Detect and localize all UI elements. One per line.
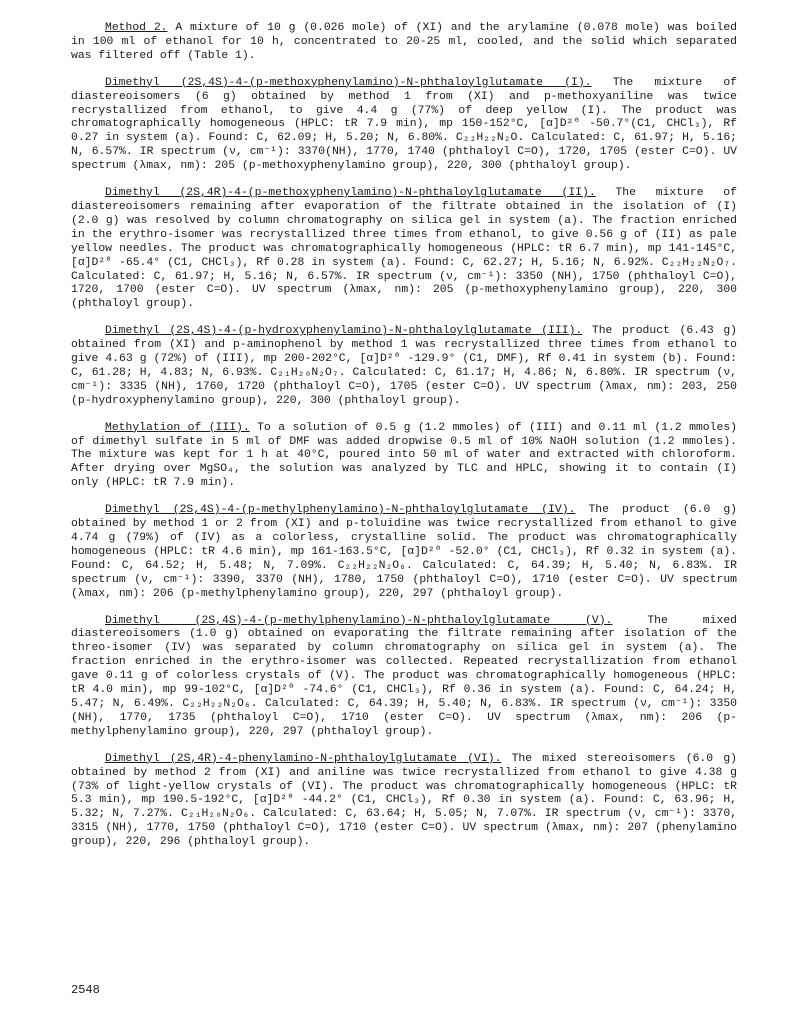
paragraph-body: A mixture of 10 g (0.026 mole) of (XI) and the arylamine (0.078 mole) was boiled in 100 ml of ethanol for 10 h, concentrated to 20-25 ml, cooled, and the solid which separated was filtered off (Table 1). <box>71 22 737 62</box>
paragraph-compound-III <box>71 325 737 408</box>
paragraph-body: The product (6.0 g) obtained by method 1 or 2 from (XI) and p-toluidine was twice recrystallized from ethanol to give 4.74 g (79%) of (IV) as a colorless, crystalline solid. The product was chromatographically homogeneous (HPLC: tR 4.6 min), mp 161-163.5°C, [α]D²⁰ -52.0° (C1, CHCl₃), Rf 0.32 in system (a). Found: C, 64.52; H, 5.48; N, 7.09%. C₂₂H₂₂N₂O₆. Calculated: C, 64.39; H, 5.40; N, 6.83%. IR spectrum (ν, cm⁻¹): 3390, 3370 (NH), 1780, 1750 (phthaloyl C=O), 1710 (ester C=O). UV spectrum (λmax, nm): 206 (p-methylphenylamino group), 220, 297 (phthaloyl group). <box>71 504 737 600</box>
paragraph-heading: Dimethyl (2S,4R)-4-phenylamino-N-phthaloylglutamate (VI). <box>105 752 502 765</box>
page-number: 2548 <box>71 983 100 997</box>
paragraph-compound-IV <box>71 504 737 601</box>
paragraph-method-2 <box>71 22 737 64</box>
paragraph-heading: Methylation of (III). <box>105 421 250 434</box>
paragraph-heading: Dimethyl (2S,4S)-4-(p-hydroxyphenylamino)-N-phthaloylglutamate (III). <box>105 325 583 338</box>
paragraph-body: The mixed stereoisomers (6.0 g) obtained by method 2 from (XI) and aniline was twice recrystallized from ethanol to give 4.38 g (73% of light-yellow crystals of (VI). The product was chromatographically homogeneous (HPLC: tR 5.3 min), mp 190.5-192°C, [α]D²⁰ -44.2° (C1, CHCl₃), Rf 0.30 in system (a). Found: C, 63.96; H, 5.32; N, 7.27%. C₂₁H₂₀N₂O₆. Calculated: C, 63.64; H, 5.05; N, 7.07%. IR spectrum (ν, cm⁻¹): 3370, 3315 (NH), 1770, 1750 (phthaloyl C=O), 1710 (ester C=O). UV spectrum (λmax, nm): 207 (phenylamino group), 220, 296 (phthaloyl group). <box>71 752 737 849</box>
paragraph-compound-II <box>71 187 737 312</box>
paragraph-compound-I <box>71 77 737 174</box>
paragraph-body: To a solution of 0.5 g (1.2 mmoles) of (III) and 0.11 ml (1.2 mmoles) of dimethyl sulfate in 5 ml of DMF was added dropwise 0.5 ml of 10% NaOH solution (1.2 mmoles). The mixture was kept for 1 h at 40°C, poured into 50 ml of water and extracted with chloroform. After drying over MgSO₄, the solution was analyzed by TLC and HPLC, showing it to contain (I) only (HPLC: tR 7.9 min). <box>71 421 737 490</box>
paragraph-heading: Dimethyl (2S,4S)-4-(p-methoxyphenylamino)-N-phthaloylglutamate (I). <box>105 76 592 89</box>
paragraph-heading: Dimethyl (2S,4R)-4-(p-methoxyphenylamino)-N-phthaloylglutamate (II). <box>105 187 596 200</box>
document-page <box>71 22 737 863</box>
paragraph-compound-VI <box>71 753 737 850</box>
paragraph-heading: Dimethyl (2S,4S)-4-(p-methylphenylamino)-N-phthaloylglutamate (V). <box>105 614 613 627</box>
paragraph-body: The mixed diastereoisomers (1.0 g) obtained on evaporating the filtrate remaining after isolation of the threo-isomer (IV) was separated by column chromatography on silica gel in system (a). The fraction enriched in the erythro-isomer was collected. Repeated recrystallization from ethanol gave 0.11 g of colorless crystals of (V). The product was chromatographically homogeneous (HPLC: tR 4.0 min), mp 99-102°C, [α]D²⁰ -74.6° (C1, CHCl₃), Rf 0.36 in system (a). Found: C, 64.24; H, 5.47; N, 6.49%. C₂₂H₂₂N₂O₆. Calculated: C, 64.39; H, 5.40; N, 6.83%. IR spectrum (ν, cm⁻¹): 3350 (NH), 1770, 1735 (phthaloyl C=O), 1710 (ester C=O). UV spectrum (λmax, nm): 206 (p-methylphenylamino group), 220, 297 (phthaloyl group). <box>71 614 737 738</box>
paragraph-heading: Dimethyl (2S,4S)-4-(p-methylphenylamino)-N-phthaloylglutamate (IV). <box>105 504 576 517</box>
paragraph-body: The product (6.43 g) obtained from (XI) and p-aminophenol by method 1 was recrystallized three times from ethanol to give 4.63 g (72%) of (III), mp 200-202°C, [α]D²⁰ -129.9° (C1, DMF), Rf 0.41 in system (b). Found: C, 61.28; H, 4.83; N, 6.93%. C₂₁H₂₀N₂O₇. Calculated: C, 61.17; H, 4.86; N, 6.80%. IR spectrum (ν, cm⁻¹): 3335 (NH), 1760, 1720 (phthaloyl C=O), 1705 (ester C=O). UV spectrum (λmax, nm): 203, 250 (p-hydroxyphenylamino group), 220, 300 (phthaloyl group). <box>71 325 737 407</box>
paragraph-compound-V <box>71 615 737 740</box>
paragraph-body: The mixture of diastereoisomers (6 g) obtained by method 1 from (XI) and p-methoxyaniline was twice recrystallized from ethanol, to give 4.4 g (77%) of deep yellow (I). The product was chromatographically homogeneous (HPLC: tR 7.9 min), mp 150-152°C, [α]D²⁰ -50.7°(C1, CHCl₃), Rf 0.27 in system (a). Found: C, 62.09; H, 5.20; N, 6.80%. C₂₂H₂₂N₂O. Calculated: C, 61.97; H, 5.16; N, 6.57%. IR spectrum (ν, cm⁻¹): 3370(NH), 1770, 1740 (phthaloyl C=O), 1720, 1705 (ester C=O). UV spectrum (λmax, nm): 205 (p-methoxyphenylamino group), 220, 300 (phthaloyl group). <box>71 76 737 173</box>
paragraph-methylation-III <box>71 422 737 492</box>
paragraph-heading: Method 2. <box>105 22 168 34</box>
paragraph-body: The mixture of diastereoisomers remaining after evaporation of the filtrate obtained in the isolation of (I) (2.0 g) was resolved by column chromatography on silica gel in system (a). The fraction enriched in the erythro-isomer was recrystallized three times from ethanol, to give 0.56 g of (II) as pale yellow needles. The product was chromatographically homogeneous (HPLC: tR 6.7 min), mp 141-145°C, [α]D²⁰ -65.4° (C1, CHCl₃), Rf 0.28 in system (a). Found: C, 62.27; H, 5.16; N, 6.92%. C₂₂H₂₂N₂O₇. Calculated: C, 61.97; H, 5.16; N, 6.57%. IR spectrum (ν, cm⁻¹): 3350 (NH), 1750 (phthaloyl C=O), 1720, 1700 (ester C=O). UV spectrum (λmax, nm): 205 (p-methoxyphenylamino group), 220, 300 (phthaloyl group). <box>71 187 737 311</box>
